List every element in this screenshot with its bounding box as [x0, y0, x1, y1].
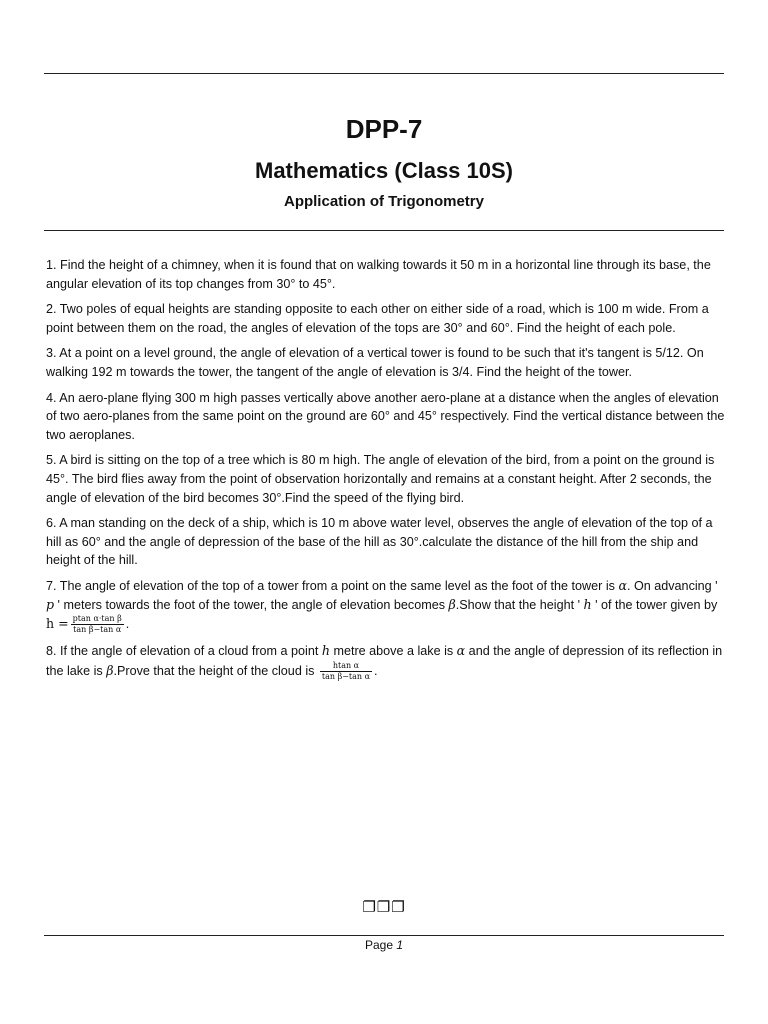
q7-p: p	[46, 596, 55, 612]
question-3: 3. At a point on a level ground, the angle of elevation of a vertical tower is found to be such that it's tangent is 5/12. On walking 192 m towards the tower, the tangent of the angle of elevation is 3/4. Find the height of the tower.	[46, 346, 704, 379]
q7-fraction-denominator: tan β−tan α	[73, 625, 122, 635]
question-6: 6. A man standing on the deck of a ship, which is 10 m above water level, observes the angle of elevation of the top of a hill as 60° and the angle of depression of the base of the hill as 30°.calculate the distance of the hill from the ship and height of the hill.	[46, 516, 713, 568]
q8-end: .	[374, 663, 378, 678]
question-list	[46, 256, 726, 689]
q8-beta: β	[106, 662, 114, 678]
footer-rule	[44, 935, 724, 936]
q7-fraction	[71, 614, 124, 635]
header-rule	[44, 230, 724, 231]
q8-text-3: and the angle of depression of its reflection in the lake is	[46, 644, 723, 678]
page-label: Page	[364, 938, 393, 952]
subject-heading: Mathematics (Class 10S)	[255, 158, 513, 183]
q8-text-4: .Prove that the height of the cloud is	[113, 663, 318, 678]
question-4: 4. An aero-plane flying 300 m high passes vertically above another aero-plane at a distance when the angles of elevation of two aero-planes from the same point on the ground are 60° and 45° respectively. Find the vertical distance between the two aeroplanes.	[46, 390, 725, 442]
q7-text-2: . On advancing '	[626, 578, 718, 593]
end-of-questions-mark: ❐❐❐	[362, 899, 406, 916]
q7-h: h	[583, 596, 592, 612]
question-7	[46, 577, 726, 635]
q8-text-1: 8. If the angle of elevation of a cloud from a point	[46, 644, 322, 659]
q7-alpha: α	[618, 577, 627, 593]
q8-fraction-numerator: htan α	[320, 661, 372, 672]
q7-beta: β	[448, 596, 456, 612]
question-5: 5. A bird is sitting on the top of a tree which is 80 m high. The angle of elevation of the bird, from a point on the ground is 45°. The bird flies away from the point of observation horizontally and remains at a constant height. After 2 seconds, the angle of elevation of the bird becomes 30°.Find the speed of the flying bird.	[46, 453, 715, 505]
q7-text-3: ' meters towards the foot of the tower, the angle of elevation becomes	[54, 597, 449, 612]
question-1: 1. Find the height of a chimney, when it is found that on walking towards it 50 m in a horizontal line through its base, the angular elevation of its top changes from 30° to 45°.	[46, 258, 711, 291]
q8-fraction	[320, 661, 372, 682]
question-8	[46, 642, 726, 682]
page-number: 1	[396, 938, 404, 952]
q8-text-2: metre above a lake is	[329, 644, 457, 659]
q7-h-equals: h =	[46, 615, 69, 631]
q8-alpha: α	[456, 643, 466, 659]
q7-text-5: ' of the tower given by	[591, 597, 718, 612]
page-footer	[0, 938, 768, 952]
document-title: DPP-7	[345, 114, 423, 144]
q7-end: .	[125, 616, 130, 631]
q7-text-1: 7. The angle of elevation of the top of a tower from a point on the same level as the foot of the tower is	[46, 578, 619, 593]
question-2: 2. Two poles of equal heights are standing opposite to each other on either side of a road, which is 100 m wide. From a point between them on the road, the angles of elevation of the tops are 30° and 60°. Find the height of each pole.	[46, 302, 709, 335]
q8-h: h	[321, 643, 330, 659]
q7-fraction-numerator: ptan α·tan β	[72, 614, 122, 624]
q7-text-4: .Show that the height '	[455, 597, 584, 612]
topic-heading: Application of Trigonometry	[283, 193, 484, 210]
top-rule	[44, 73, 724, 74]
q8-fraction-denominator: tan β−tan α	[321, 671, 371, 681]
